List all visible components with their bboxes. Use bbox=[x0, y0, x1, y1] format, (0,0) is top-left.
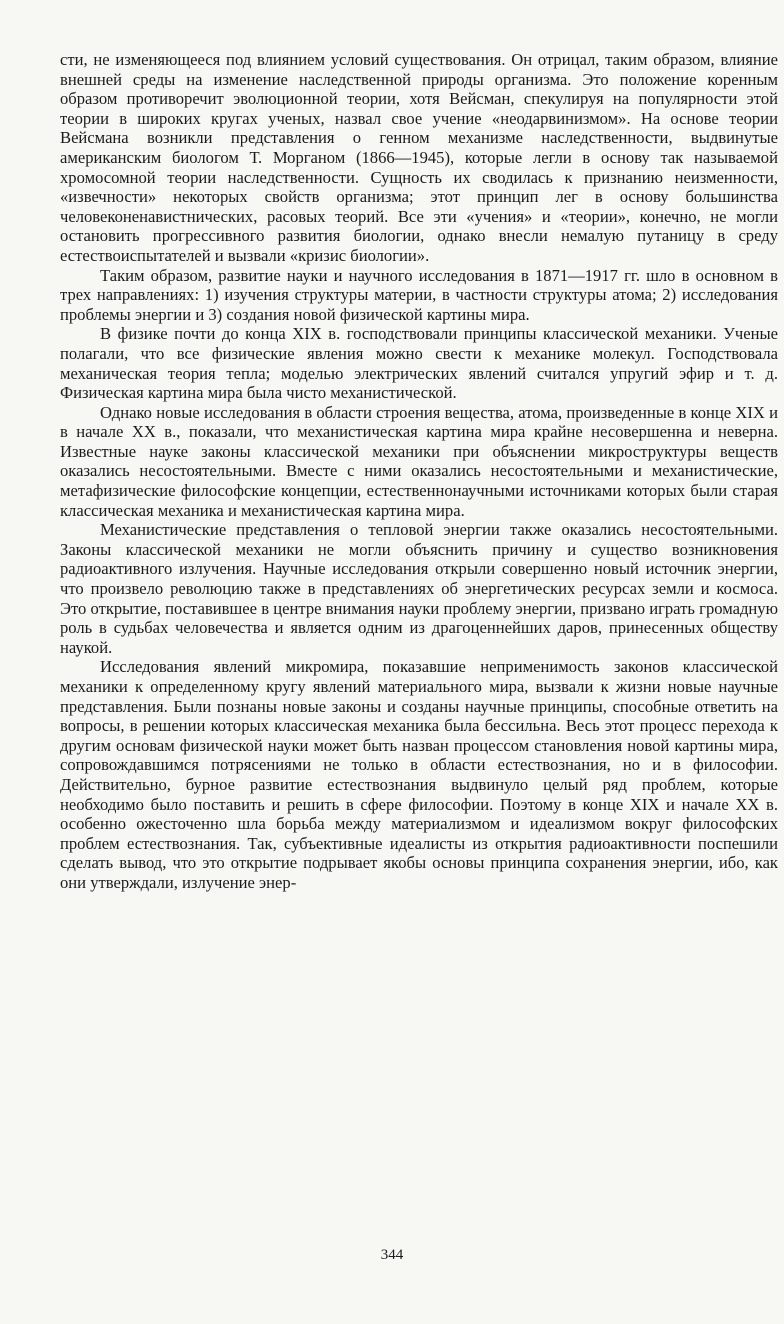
paragraph-4: Однако новые исследования в области строения вещества, атома, произведенные в конце XIX и в начале XX в., показали, что механистическая картина мира крайне несовершенна и неверна. Известные науке законы классической механики при объяснении микроструктуры веществ оказались несостоятельными. Вместе с ними оказались несостоятельными и механистические, метафизические философские концепции, естественнонаучными источниками которых были старая классическая механика и механистическая картина мира. bbox=[60, 402, 778, 520]
paragraph-1: сти, не изменяющееся под влиянием условий существования. Он отрицал, таким образом, влияние внешней среды на изменение наследственной природы организма. Это положение коренным образом противоречит эволюционной теории, хотя Вейсман, спекулируя на популярности этой теории в широких кругах ученых, назвал свое учение «неодарвинизмом». На основе теории Вейсмана возникли представления о генном механизме наследственности, выдвинутые американским биологом Т. Морганом (1866—1945), которые легли в основу так называемой хромосомной теории наследственности. Сущность их сводилась к признанию неизменности, «извечности» некоторых свойств организма; этот принцип лег в основу большинства человеконенавистнических, расовых теорий. Все эти «учения» и «теории», конечно, не могли остановить прогрессивного развития биологии, однако внесли немалую путаницу в среду естествоиспытателей и вызвали «кризис биологии». bbox=[60, 50, 778, 265]
paragraph-3: В физике почти до конца XIX в. господствовали принципы классической механики. Ученые полагали, что все физические явления можно свести к механике молекул. Господствовала механическая теория тепла; моделью электрических явлений считался упругий эфир и т. д. Физическая картина мира была чисто механистической. bbox=[60, 324, 778, 403]
paragraph-2: Таким образом, развитие науки и научного исследования в 1871—1917 гг. шло в основном в трех направлениях: 1) изучения структуры материи, в частности структуры атома; 2) исследования проблемы энергии и 3) создания новой физической картины мира. bbox=[60, 265, 778, 324]
page-number: 344 bbox=[380, 1247, 404, 1263]
paragraph-5: Механистические представления о тепловой энергии также оказались несостоятельными. Законы классической механики не могли объяснить причину и существо возникновения радиоактивного излучения. Научные исследования открыли совершенно новый источник энергии, что произвело революцию также в представлениях об энергетических ресурсах земли и космоса. Это открытие, поставившее в центре внимания науки проблему энергии, призвано играть громадную роль в судьбах человечества и является одним из драгоценнейших даров, принесенных обществу наукой. bbox=[60, 520, 778, 657]
body-text bbox=[60, 50, 778, 893]
paragraph-6: Исследования явлений микромира, показавшие неприменимость законов классической механики к определенному кругу явлений материального мира, вызвали к жизни новые научные представления. Были познаны новые законы и созданы научные принципы, способные ответить на вопросы, в решении которых классическая механика была бессильна. Весь этот процесс перехода к другим основам физической науки может быть назван процессом становления новой картины мира, сопровождавшимся потрясениями не только в области естествознания, но и в философии. Действительно, бурное развитие естествознания выдвинуло целый ряд проблем, которые необходимо было поставить и решить в сфере философии. Поэтому в конце XIX и начале XX в. особенно ожесточенно шла борьба между материализмом и идеализмом вокруг философских проблем естествознания. Так, субъективные идеалисты из открытия радиоактивности поспешили сделать вывод, что это открытие подрывает якобы основы принципа сохранения энергии, ибо, как они утверждали, излучение энер- bbox=[60, 657, 778, 892]
